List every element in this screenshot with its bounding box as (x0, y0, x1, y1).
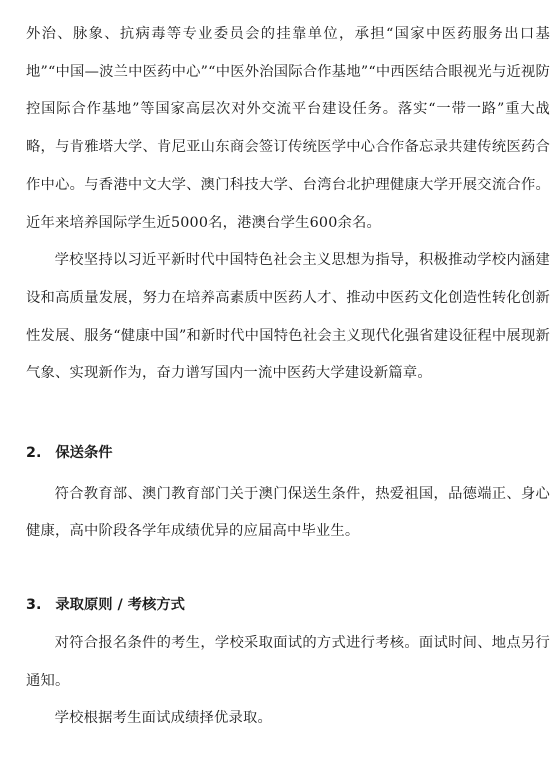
section-number: 3. (26, 597, 42, 614)
section-heading-admission (26, 587, 550, 625)
section-title: 录取原则 / 考核方式 (55, 597, 185, 614)
section-spacer (26, 551, 550, 587)
section-heading-guarantee (26, 435, 550, 473)
assessment-method-paragraph: 对符合报名条件的考生，学校采取面试的方式进行考核。面试时间、地点另行通知。 (26, 634, 550, 689)
section-title: 保送条件 (55, 445, 113, 462)
section-spacer (26, 393, 550, 435)
intro-paragraph-continued: 外治、脉象、抗病毒等专业委员会的挂靠单位，承担“国家中医药服务出口基地”“中国—波兰中医药中心”“中医外治国际合作基地”“中西医结合眼视光与近视防控国际合作基地”等国家高层次对外交流平台建设任务。落实“一带一路”重大战略，与肯雅塔大学、肯尼亚山东商会签订传统医学中心合作备忘录共建传统医药合作中心。与香港中文大学、澳门科技大学、台湾台北护理健康大学开展交流合作。近年来培养国际学生近5000名，港澳台学生600余名。 (26, 26, 550, 231)
admission-principle-paragraph: 学校根据考生面试成绩择优录取。 (54, 710, 273, 727)
section-number: 2. (26, 445, 42, 462)
mission-paragraph: 学校坚持以习近平新时代中国特色社会主义思想为指导，积极推动学校内涵建设和高质量发展，努力在培养高素质中医药人才、推动中医药文化创造性转化创新性发展、服务“健康中国”和新时代中国特色社会主义现代化强省建设征程中展现新气象、实现新作为，奋力谱写国内一流中医药大学建设新篇章。 (26, 252, 550, 382)
guarantee-conditions-paragraph: 符合教育部、澳门教育部门关于澳门保送生条件，热爱祖国，品德端正、身心健康，高中阶段各学年成绩优异的应届高中毕业生。 (26, 485, 550, 540)
